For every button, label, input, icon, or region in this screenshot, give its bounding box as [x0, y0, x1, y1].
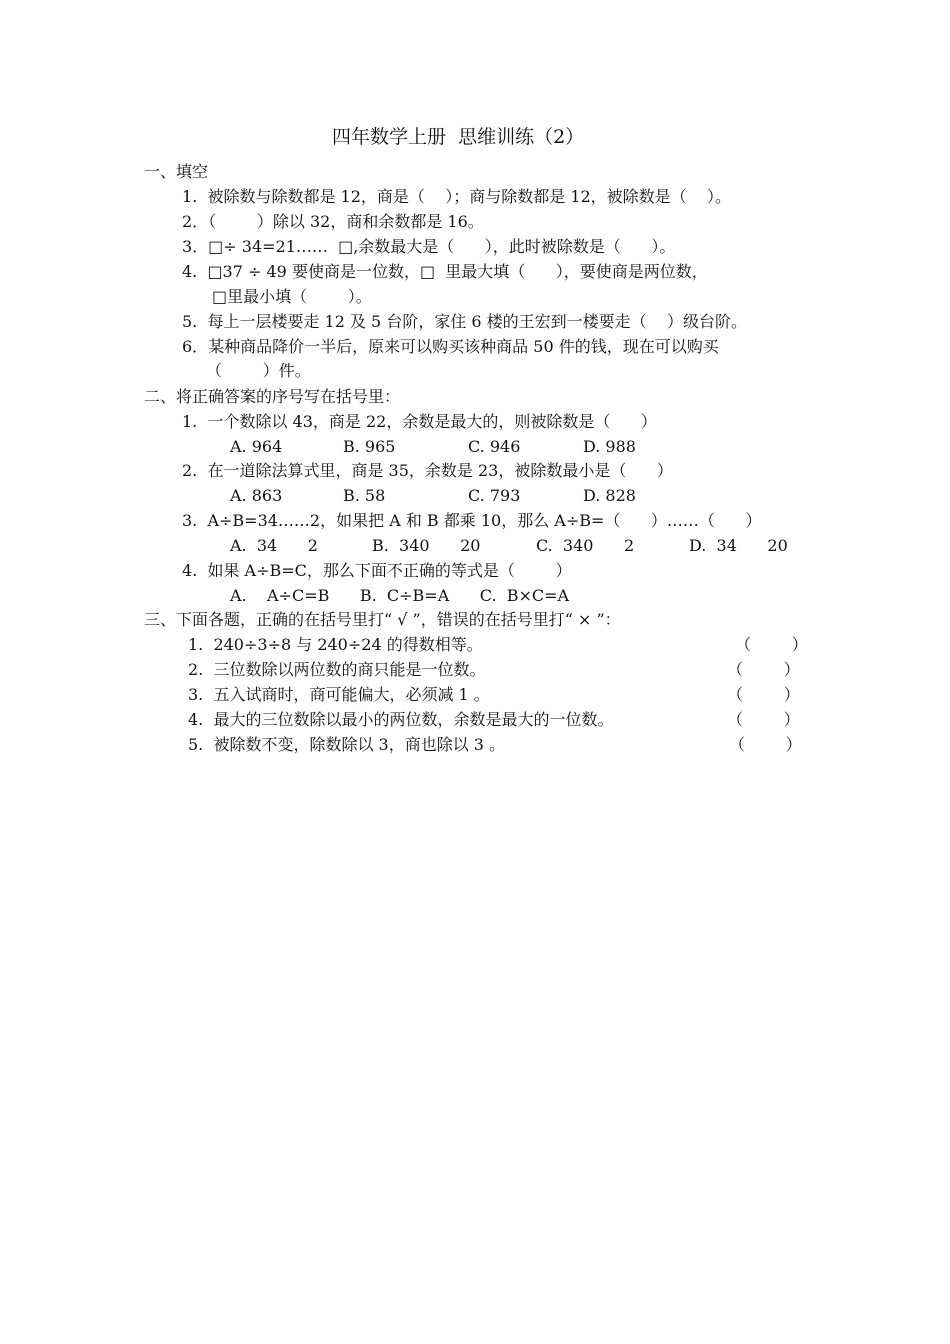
- s2-q1-option-d: D. 988: [583, 437, 636, 456]
- s3-statement-2: 2. 三位数除以两位数的商只能是一位数。: [188, 660, 486, 679]
- s2-q3-option-b: B. 340 20: [372, 536, 481, 555]
- s1-question-6-line1: 6．某种商品降价一半后，原来可以购买该种商品 50 件的钱，现在可以购买: [182, 337, 719, 356]
- s3-answer-blank-3[interactable]: （ ）: [727, 685, 800, 704]
- section1-heading: 一、填空: [144, 162, 209, 181]
- s2-q1-option-c: C. 946: [468, 437, 521, 456]
- s2-q2-option-b: B. 58: [343, 486, 386, 505]
- s2-question-1: 1. 一个数除以 43，商是 22，余数是最大的，则被除数是（ ）: [182, 412, 657, 431]
- s2-q2-option-d: D. 828: [583, 486, 636, 505]
- section3-heading: 三、下面各题，正确的在括号里打“ √ ”，错误的在括号里打“ × ”：: [144, 610, 621, 629]
- s3-answer-blank-5[interactable]: （ ）: [729, 735, 802, 754]
- s3-answer-blank-2[interactable]: （ ）: [727, 660, 800, 679]
- s2-question-3: 3. A÷B=34……2，如果把 A 和 B 都乘 10，那么 A÷B=（ ）……（ ）: [182, 511, 762, 530]
- s2-q1-option-a: A. 964: [230, 437, 283, 456]
- s2-q3-option-c: C. 340 2: [536, 536, 635, 555]
- s1-question-3: 3．□÷ 34=21…… □,余数最大是（ ），此时被除数是（ ）。: [182, 237, 676, 256]
- s2-question-4: 4. 如果 A÷B=C，那么下面不正确的等式是（ ）: [182, 561, 572, 580]
- s1-question-5: 5. 每上一层楼要走 12 及 5 台阶，家住 6 楼的王宏到一楼要走（ ）级台阶。: [182, 312, 748, 331]
- s3-statement-4: 4. 最大的三位数除以最小的两位数，余数是最大的一位数。: [188, 710, 614, 729]
- s1-question-1: 1. 被除数与除数都是 12，商是（ ）；商与除数都是 12，被除数是（ ）。: [182, 187, 732, 206]
- s2-q3-option-a: A. 34 2: [230, 536, 318, 555]
- s1-question-4-line2: □里最小填（ ）。: [212, 287, 372, 306]
- s2-q3-option-d: D. 34 20: [689, 536, 788, 555]
- s2-q2-option-a: A. 863: [230, 486, 283, 505]
- s3-statement-1: 1. 240÷3÷8 与 240÷24 的得数相等。: [188, 635, 483, 654]
- worksheet-title: 四年数学上册 思维训练（2）: [332, 126, 585, 148]
- s3-answer-blank-4[interactable]: （ ）: [727, 710, 800, 729]
- s1-question-6-line2: （ ）件。: [206, 361, 311, 380]
- section2-heading: 二、将正确答案的序号写在括号里：: [144, 387, 401, 406]
- s1-question-2: 2．（ ）除以 32，商和余数都是 16。: [182, 212, 484, 231]
- s3-statement-3: 3. 五入试商时，商可能偏大，必须减 1 。: [188, 685, 490, 704]
- s3-answer-blank-1[interactable]: （ ）: [735, 635, 808, 654]
- s2-q4-options: A. A÷C=B B. C÷B=A C. B×C=A: [230, 586, 570, 605]
- s3-statement-5: 5. 被除数不变，除数除以 3，商也除以 3 。: [188, 735, 506, 754]
- s1-question-4-line1: 4. □37 ÷ 49 要使商是一位数，□ 里最大填（ ），要使商是两位数，: [182, 262, 708, 281]
- s2-q1-option-b: B. 965: [343, 437, 396, 456]
- s2-q2-option-c: C. 793: [468, 486, 521, 505]
- s2-question-2: 2. 在一道除法算式里，商是 35，余数是 23，被除数最小是（ ）: [182, 461, 673, 480]
